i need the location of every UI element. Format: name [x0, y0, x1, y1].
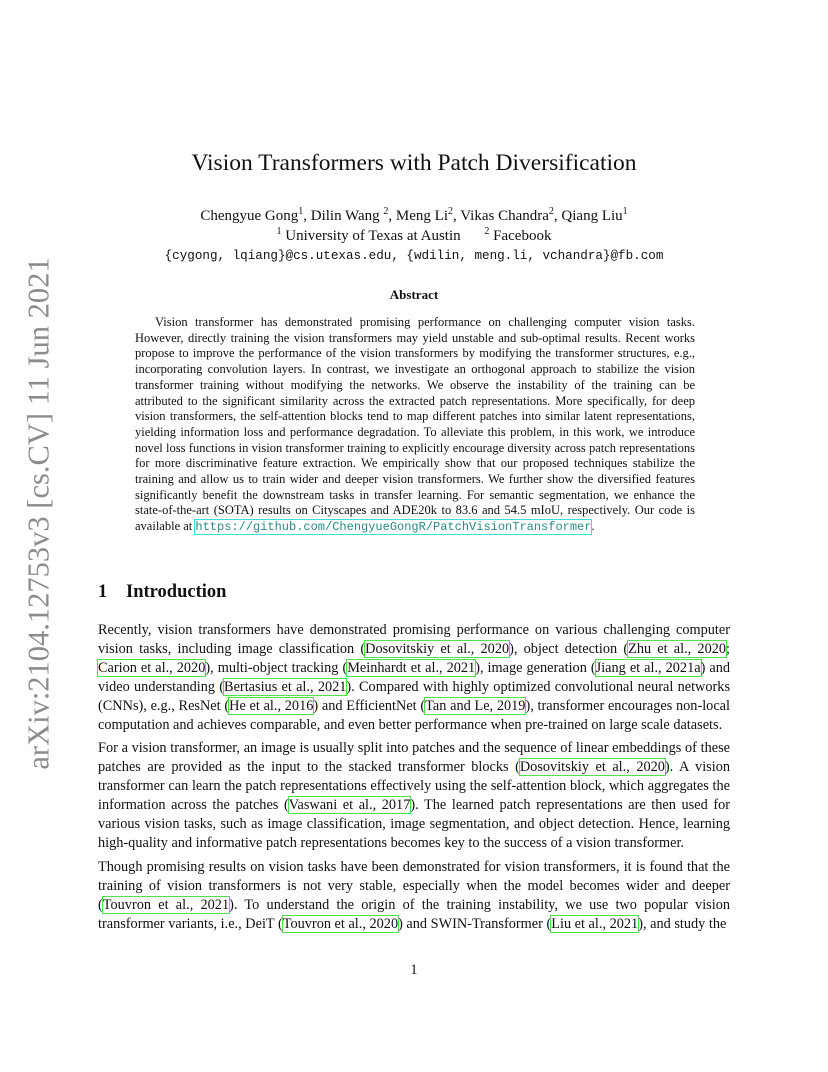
- citation-link[interactable]: Liu et al., 2021: [551, 916, 639, 932]
- intro-paragraph-3: [98, 858, 730, 934]
- paragraph-text: ), image generation (: [475, 660, 596, 676]
- paragraph-text: ) and EfficientNet (: [313, 698, 426, 714]
- paragraph-text: ). Compared with highly optimized convolutional neural networks (CNNs), e.g., ResNet (: [98, 679, 731, 714]
- citation-link[interactable]: Touvron et al., 2020: [282, 916, 399, 932]
- citation-link[interactable]: Dosovitskiy et al., 2020: [365, 641, 510, 657]
- page-number: 1: [410, 962, 418, 978]
- code-repository-link[interactable]: https://github.com/ChengyueGongR/PatchVisionTransformer: [195, 520, 592, 535]
- paragraph-text: ) and video understanding (: [98, 660, 730, 695]
- author: Qiang Liu$^1$: [561, 206, 628, 224]
- citation-link[interactable]: He et al., 2016: [229, 698, 314, 714]
- author-emails: {cygong, lqiang}@cs.utexas.edu, {wdilin, meng.li, vchandra}@fb.com: [164, 249, 664, 263]
- paper-title: Vision Transformers with Patch Diversification: [191, 150, 637, 176]
- paragraph-text: Recently, vision transformers have demonstrated promising performance on various challenging computer vision tasks, including image classification (: [98, 622, 730, 657]
- author: Chengyue Gong$^1$,: [200, 206, 311, 224]
- citation-link[interactable]: Touvron et al., 2021: [102, 897, 230, 913]
- citation-link[interactable]: Tan and Le, 2019: [425, 698, 526, 714]
- paragraph-text: For a vision transformer, an image is usually split into patches and the sequence of linear embeddings of these patches are provided as the input to the stacked transformer blocks (: [98, 740, 730, 775]
- author: Vikas Chandra$^2$,: [460, 206, 562, 224]
- paragraph-text: ), transformer encourages non-local computation and achieves comparable, and even better performance when pre-trained on large scale datasets.: [98, 698, 730, 733]
- paragraph-text: Though promising results on vision tasks have been demonstrated for vision transformers, it is found that the training of vision transformers is not very stable, especially when the model becomes wider and deeper (: [98, 859, 730, 913]
- author: Meng Li$^2$,: [395, 206, 461, 224]
- section-heading: [98, 582, 226, 603]
- citation-link[interactable]: Dosovitskiy et al., 2020: [519, 759, 665, 775]
- paragraph-text: ), and study the: [638, 916, 727, 932]
- paragraph-text: ). The learned patch representations are then used for various vision tasks, such as image classification, image segmentation, and object detection. Hence, learning high-quality and informative patch representations becomes key to the success of a vision transformer.: [98, 797, 730, 851]
- arxiv-identifier: arXiv:2104.12753v3 [cs.CV] 11 Jun 2021: [21, 256, 56, 770]
- affiliation: $^1$ University of Texas at Austin: [276, 226, 461, 244]
- affiliations: [98, 226, 730, 246]
- section-title: Introduction: [126, 582, 227, 602]
- author: Dilin Wang $^2$,: [310, 206, 396, 224]
- paragraph-text: ). A vision transformer can learn the patch representations effectively using the self-attention block, which aggregates the information across the patches (: [98, 759, 730, 813]
- abstract-text: Vision transformer has demonstrated promising performance on challenging computer vision tasks. However, directly training the vision transformers may yield unstable and sub-optimal results. Recent works propose to improve the performance of the vision transformers by modifying the transformer structures, e.g., incorporating convolution layers. In contrast, we investigate an orthogonal approach to stabilize the vision transformer training without modifying the networks. We observe the instability of the training can be attributed to the significant similarity across the extracted patch representations. More specifically, for deep vision transformers, the self-attention blocks tend to map different patches into similar latent representations, yielding information loss and performance degradation. To alleviate this problem, in this work, we introduce novel loss functions in vision transformer training to explicitly encourage diversity across patch representations for more discriminative feature extraction. We empirically show that our proposed techniques stabilize the training and allow us to train wider and deeper vision transformers. We further show the diversified features significantly benefit the downstream tasks in transfer learning. For semantic segmentation, we enhance the state-of-the-art (SOTA) results on Cityscapes and ADE20k to 83.6 and 54.5 mIoU, respectively. Our code is available at https://github.com/ChengyueGongR/PatchVisionTransformer.: [135, 315, 695, 535]
- paragraph-text: ), multi-object tracking (: [205, 660, 348, 676]
- citation-link[interactable]: Jiang et al., 2021a: [595, 660, 701, 676]
- paragraph-text: ) and SWIN-Transformer (: [398, 916, 552, 932]
- author-list: [98, 206, 730, 226]
- paragraph-text: ;: [726, 641, 731, 657]
- affiliation: $^2$ Facebook: [484, 226, 552, 244]
- citation-link[interactable]: Carion et al., 2020: [98, 660, 206, 676]
- citation-link[interactable]: Vaswani et al., 2017: [288, 797, 411, 813]
- paragraph-text: ). To understand the origin of the training instability, we use two popular vision transformer variants, i.e., DeiT (: [98, 897, 731, 932]
- citation-link[interactable]: Bertasius et al., 2021: [224, 679, 347, 695]
- intro-paragraph-2: [98, 739, 730, 853]
- citation-link[interactable]: Zhu et al., 2020: [628, 641, 727, 657]
- arxiv-sidebar: [14, 256, 64, 770]
- intro-paragraph-1: [98, 621, 730, 735]
- section-number: 1: [98, 582, 108, 602]
- paragraph-text: ), object detection (: [509, 641, 629, 657]
- citation-link[interactable]: Meinhardt et al., 2021: [347, 660, 476, 676]
- abstract-heading: Abstract: [389, 287, 439, 302]
